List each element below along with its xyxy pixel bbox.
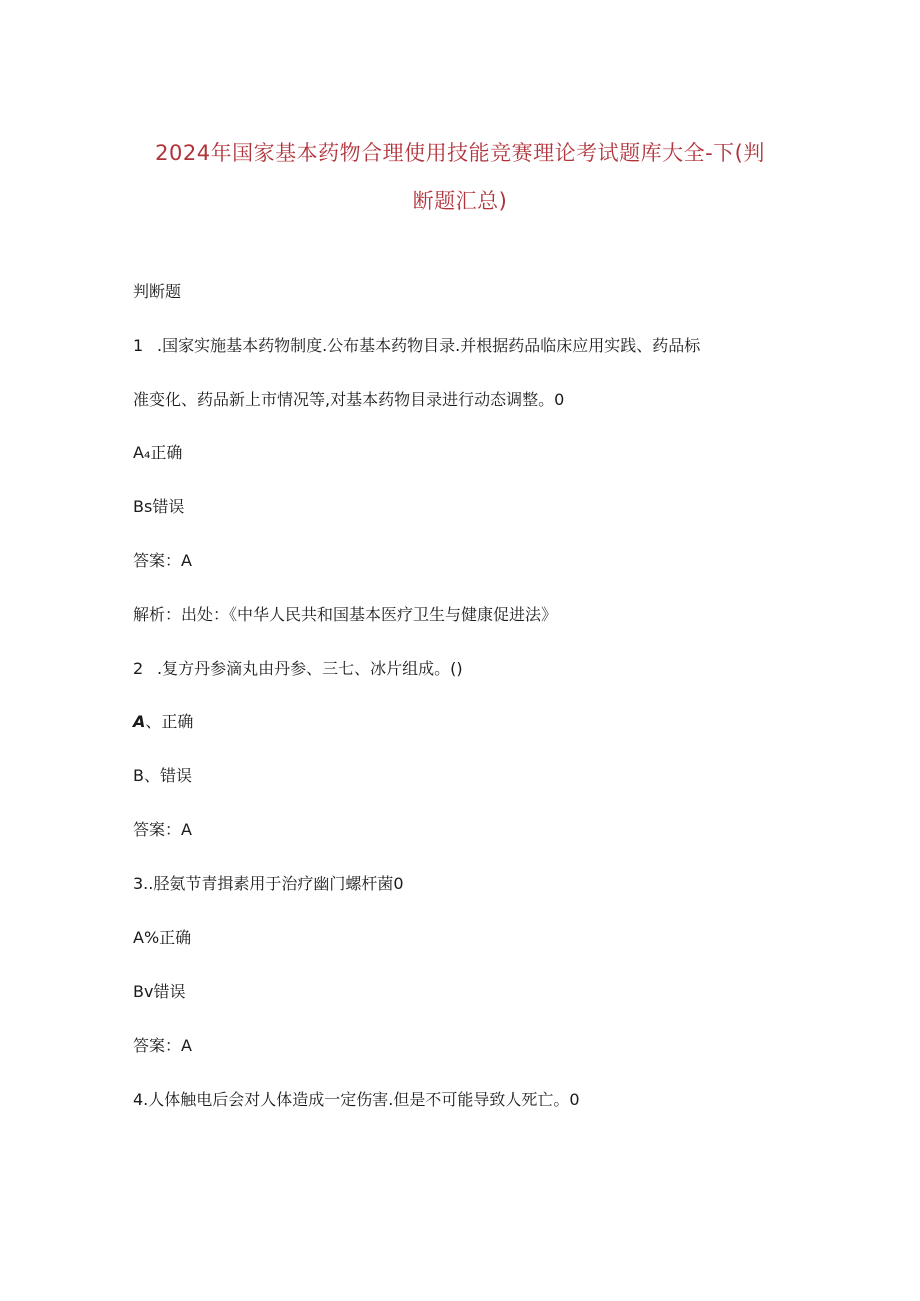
question-2-option-a xyxy=(133,712,193,732)
question-2-answer: 答案：A xyxy=(133,820,192,839)
question-2-option-b: B、错误 xyxy=(133,766,192,785)
question-2-option-a-text: 、正确 xyxy=(145,712,194,731)
document-title-line-1: 2024年国家基本药物合理使用技能竞赛理论考试题库大全-下(判 xyxy=(155,141,765,165)
question-1-number: 1 xyxy=(133,336,144,355)
section-heading: 判断题 xyxy=(133,282,182,301)
question-4-text-line-1: 4.人体触电后会对人体造成一定伤害.但是不可能导致人死亡。0 xyxy=(133,1090,580,1109)
question-3-option-a: A%正确 xyxy=(133,928,192,947)
question-2-text-line-1 xyxy=(133,659,463,679)
question-2-option-a-letter: A xyxy=(133,712,146,731)
question-1-text-line-1 xyxy=(133,336,700,356)
question-3-option-b: Bv错误 xyxy=(133,982,186,1001)
document-title-line-2: 断题汇总) xyxy=(412,189,508,213)
question-1-text-line-2: 准变化、药品新上市情况等,对基本药物目录进行动态调整。0 xyxy=(133,390,565,409)
question-1-text: .国家实施基本药物制度.公布基本药物目录.并根据药品临床应用实践、药品标 xyxy=(157,336,701,355)
question-1-analysis: 解析：出处：《中华人民共和国基本医疗卫生与健康促进法》 xyxy=(133,605,558,624)
question-1-option-b: Bs错误 xyxy=(133,497,185,516)
question-3-text-line-1: 3..胫氨节青揖素用于治疗幽门螺杆菌0 xyxy=(133,874,404,893)
question-1-answer: 答案：A xyxy=(133,551,192,570)
question-1-option-a: A₄正确 xyxy=(133,443,183,462)
question-3-answer: 答案：A xyxy=(133,1036,192,1055)
question-2-number: 2 xyxy=(133,659,144,678)
question-2-text: .复方丹参滴丸由丹参、三七、冰片组成。() xyxy=(157,659,463,678)
